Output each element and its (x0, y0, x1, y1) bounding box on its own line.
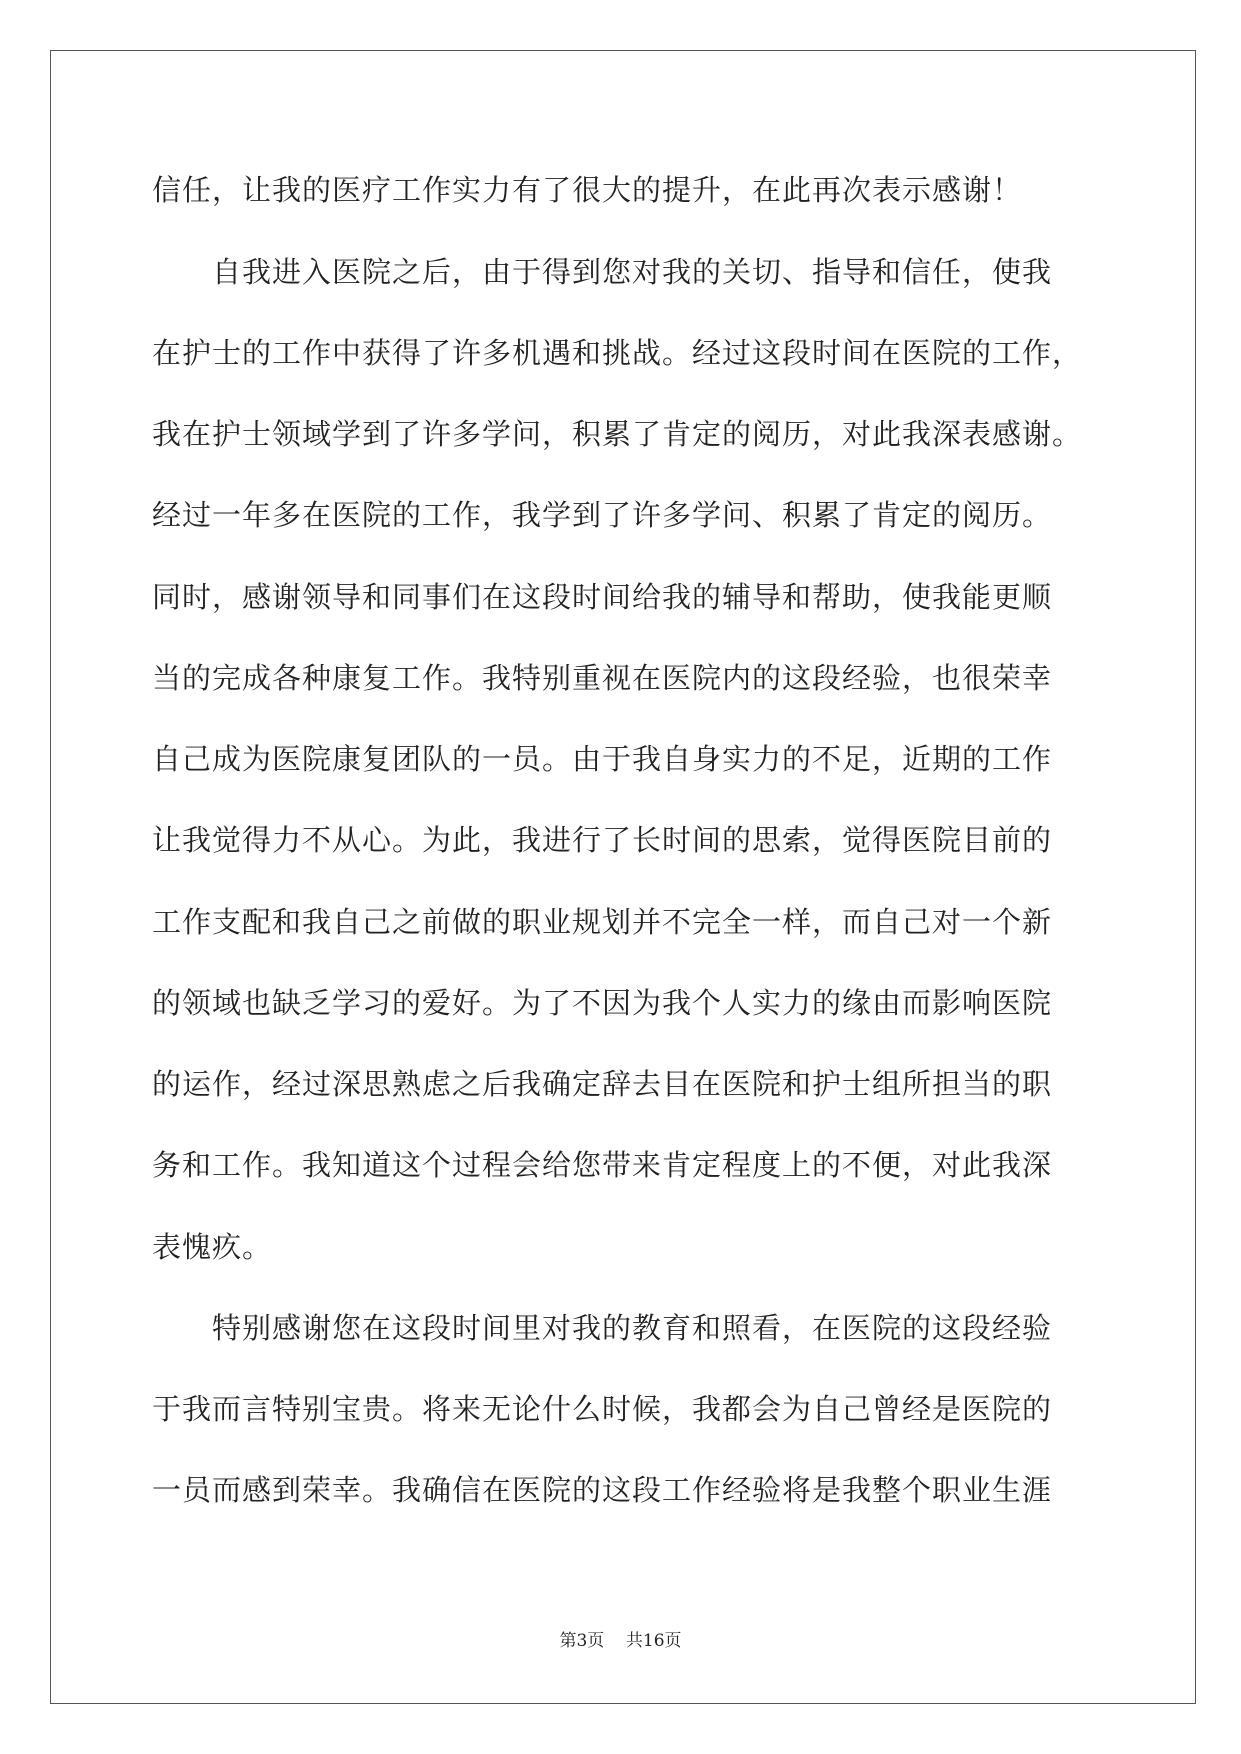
text-line: 工作支配和我自己之前做的职业规划并不完全一样，而自己对一个新 (152, 905, 1053, 939)
page-number: 第3页 (559, 1631, 605, 1651)
text-line: 我在护士领域学到了许多学问，积累了肯定的阅历，对此我深表感谢。 (152, 417, 1083, 451)
text-line: 的领域也缺乏学习的爱好。为了不因为我个人实力的缘由而影响医院 (152, 986, 1053, 1020)
page-border (50, 50, 1196, 1704)
text-line: 特别感谢您在这段时间里对我的教育和照看，在医院的这段经验 (152, 1311, 1053, 1345)
text-line: 表愧疚。 (152, 1230, 273, 1264)
page-total: 共16页 (625, 1631, 682, 1651)
text-line: 一员而感到荣幸。我确信在医院的这段工作经验将是我整个职业生涯 (152, 1473, 1053, 1507)
text-line: 于我而言特别宝贵。将来无论什么时候，我都会为自己曾经是医院的 (152, 1392, 1053, 1426)
page-footer (0, 1626, 1241, 1651)
text-line: 务和工作。我知道这个过程会给您带来肯定程度上的不便，对此我深 (152, 1148, 1053, 1182)
text-line: 经过一年多在医院的工作，我学到了许多学问、积累了肯定的阅历。 (152, 498, 1053, 532)
text-line: 信任，让我的医疗工作实力有了很大的提升，在此再次表示感谢！ (152, 173, 1023, 207)
text-line: 当的完成各种康复工作。我特别重视在医院内的这段经验，也很荣幸 (152, 661, 1053, 695)
text-line: 的运作，经过深思熟虑之后我确定辞去目在医院和护士组所担当的职 (152, 1067, 1053, 1101)
text-line: 在护士的工作中获得了许多机遇和挑战。经过这段时间在医院的工作， (152, 336, 1083, 370)
text-line: 自我进入医院之后，由于得到您对我的关切、指导和信任，使我 (152, 255, 1053, 289)
text-line: 自己成为医院康复团队的一员。由于我自身实力的不足，近期的工作 (152, 742, 1053, 776)
text-line: 同时，感谢领导和同事们在这段时间给我的辅导和帮助，使我能更顺 (152, 580, 1053, 614)
text-line: 让我觉得力不从心。为此，我进行了长时间的思索，觉得医院目前的 (152, 823, 1053, 857)
